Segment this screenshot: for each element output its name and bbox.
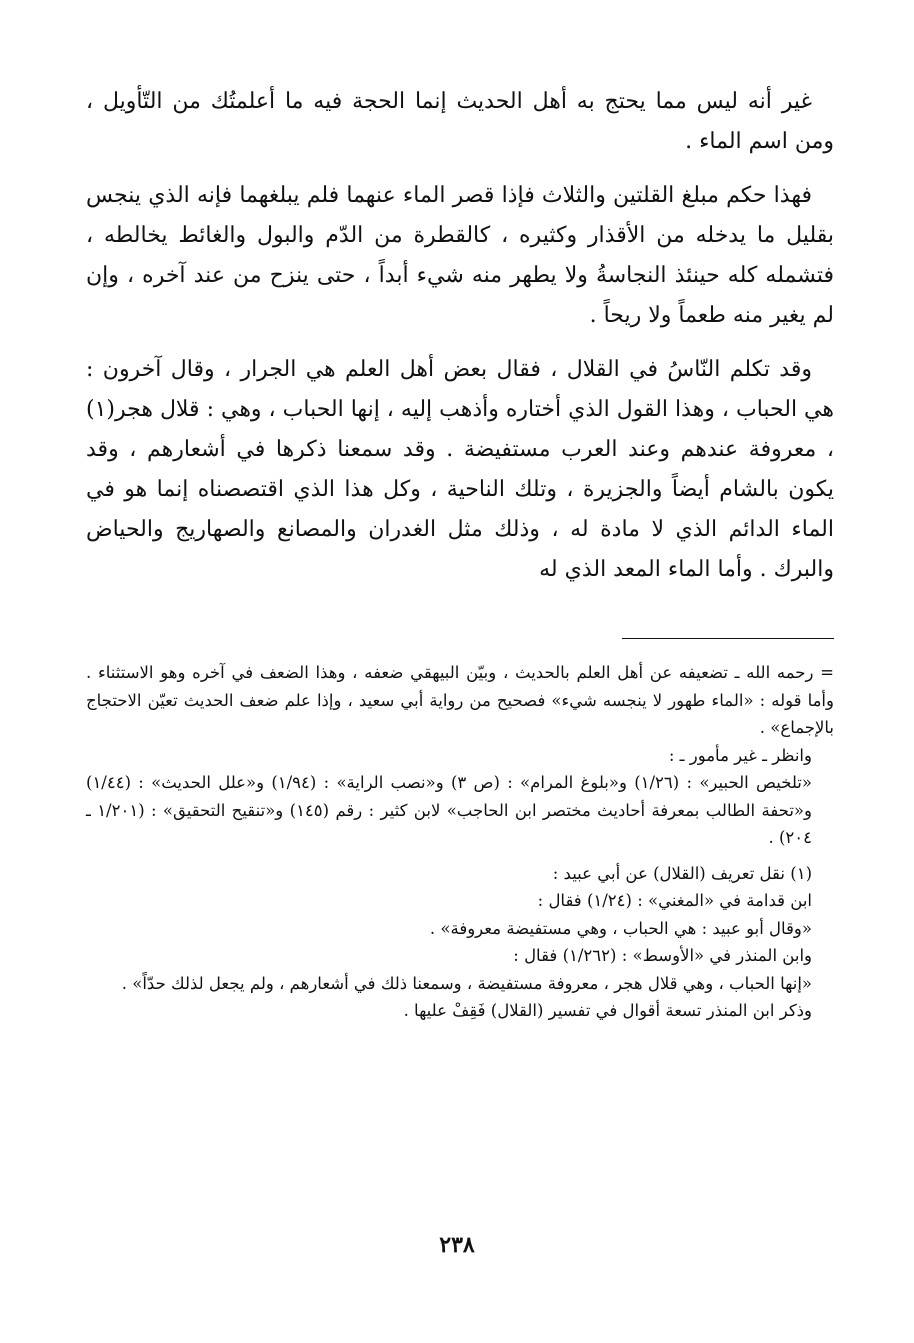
paragraph-1: غير أنه ليس مما يحتج به أهل الحديث إنما الحجة فيه ما أعلمتُك من التّأويل ، ومن اسم الماء . bbox=[86, 89, 834, 154]
footnotes bbox=[86, 659, 834, 1025]
footnote-1-line: وابن المنذر في «الأوسط» : (١/٢٦٢) فقال : bbox=[513, 946, 812, 965]
footnote-see-also: وانظر ـ غير مأمور ـ : bbox=[668, 745, 812, 765]
footnote-1-intro: (١) نقل تعريف (القلال) عن أبي عبيد : bbox=[552, 863, 812, 883]
paragraph-2: فهذا حكم مبلغ القلتين والثلاث فإذا قصر الماء عنهما فلم يبلغهما فإنه الذي ينجس بقليل ما يدخله من الأقذار وكثيره ، كالقطرة من الدّم والبول والغائط يخالطه ، فتشمله كله حينئذ النجاسةُ ولا يطهر منه شيء أبداً ، حتى ينزح من عند آخره ، وإن لم يغير منه طعماً ولا ريحاً . bbox=[86, 183, 835, 328]
footnote-continued: = رحمه الله ـ تضعيفه عن أهل العلم بالحديث ، وبيّن البيهقي ضعفه ، وهذا الضعف في آخره وهو الاستثناء . وأما قوله : «الماء طهور لا ينجسه شيء» فصحيح من رواية أبي سعيد ، وإذا علم ضعف الحديث تعيّن الاحتجاج بالإجماع» . bbox=[86, 663, 834, 737]
page-number: ٢٣٨ bbox=[439, 1232, 475, 1258]
document-page bbox=[86, 82, 834, 1025]
footnote-references: «تلخيص الحبير» : (١/٢٦) و«بلوغ المرام» : (ص ٣) و«نصب الراية» : (١/٩٤) و«علل الحديث» : (١/٤٤) و«تحفة الطالب بمعرفة أحاديث مختصر ابن الحاجب» لابن كثير : رقم (١٤٥) و«تنقيح التحقيق» : (١/٢٠١ ـ ٢٠٤) . bbox=[86, 773, 812, 847]
main-text bbox=[86, 82, 834, 590]
footnote-1-line: ابن قدامة في «المغني» : (١/٢٤) فقال : bbox=[537, 891, 812, 910]
footnote-1-line: وذكر ابن المنذر تسعة أقوال في تفسير (القلال) فَقِفْ عليها . bbox=[403, 1001, 812, 1020]
paragraph-3: وقد تكلم النّاسُ في القلال ، فقال بعض أهل العلم هي الجرار ، وقال آخرون : هي الحباب ، وهذا القول الذي أختاره وأذهب إليه ، إنها الحباب ، وهي : قلال هجر(١) ، معروفة عندهم وعند العرب مستفيضة . وقد سمعنا ذكرها في أشعارهم ، وقد يكون بالشام أيضاً والجزيرة ، وتلك الناحية ، وكل هذا الذي اقتصصناه إنما هو في الماء الدائم الذي لا مادة له ، وذلك مثل الغدران والمصانع والصهاريج والحياض والبرك . وأما الماء المعد الذي له bbox=[86, 357, 834, 582]
footnote-1-line: «إنها الحباب ، وهي قلال هجر ، معروفة مستفيضة ، وسمعنا ذلك في أشعارهم ، ولم يجعل لذلك حدّاً» . bbox=[121, 973, 812, 993]
footnote-1-line: «وقال أبو عبيد : هي الحباب ، وهي مستفيضة معروفة» . bbox=[429, 918, 812, 938]
footnote-divider bbox=[86, 604, 834, 659]
